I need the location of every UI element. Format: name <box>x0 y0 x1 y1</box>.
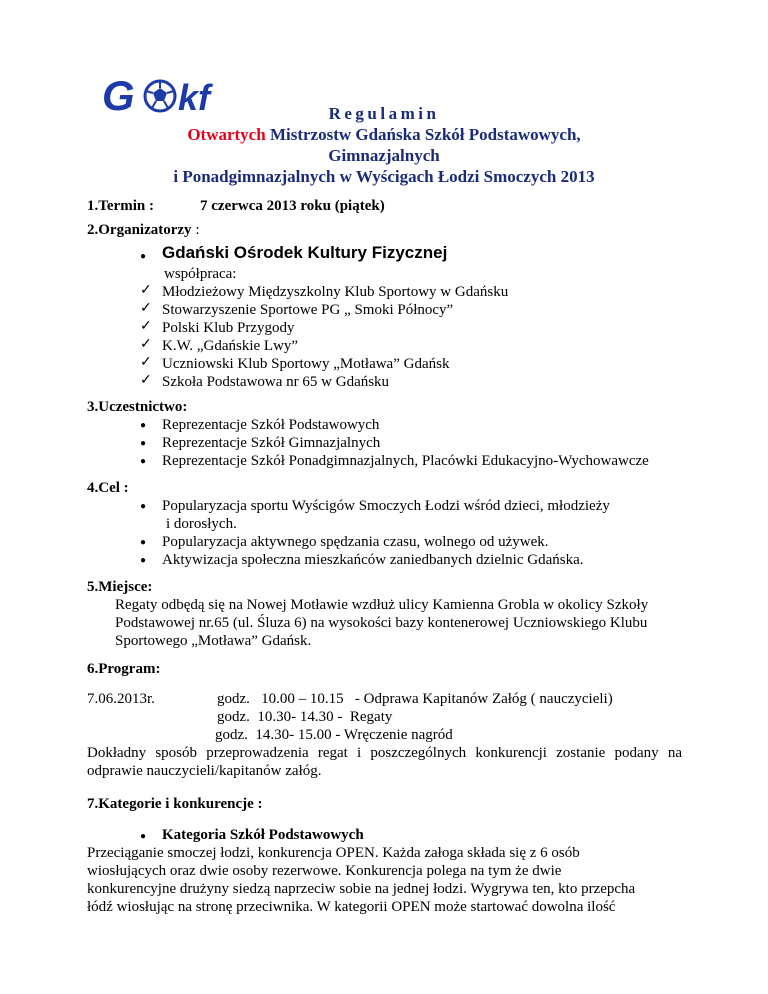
section-1-heading: 1.Termin : <box>87 198 154 214</box>
title-line-4: i Ponadgimnazjalnych w Wyścigach Łodzi Smoczych 2013 <box>173 167 595 186</box>
partner-item: Uczniowski Klub Sportowy „Motława” Gdańsk <box>162 356 450 372</box>
section-3-heading: 3.Uczestnictwo: <box>87 399 188 415</box>
section-2-heading-line <box>87 221 199 239</box>
section-2-colon: : <box>191 222 200 238</box>
program-note-line-1: Dokładny sposób przeprowadzenia regat i poszczególnych konkurencji zostanie podany na <box>87 745 682 761</box>
checkmark-icon: ✓ <box>140 373 152 388</box>
bullet-icon: ● <box>140 251 147 262</box>
participant-item: Reprezentacje Szkół Gimnazjalnych <box>162 435 381 451</box>
program-row-1: godz. 10.00 – 10.15 - Odprawa Kapitanów Załóg ( nauczycieli) <box>217 691 613 707</box>
category-text-line-3: konkurencyjne drużyny siedzą naprzeciw sobie na jednej łodzi. Wygrywa ten, kto przepcha <box>87 881 636 897</box>
program-row-3: godz. 14.30- 15.00 - Wręczenie nagród <box>215 727 453 743</box>
section-4-heading: 4.Cel : <box>87 480 129 496</box>
partner-item: Stowarzyszenie Sportowe PG „ Smoki Północy” <box>162 302 454 318</box>
category-text-line-2: wiosłujących oraz dwie osoby rezerwowe. Konkurencja polega na tym że dwie <box>87 863 562 879</box>
bullet-icon: ● <box>140 456 147 467</box>
title-line-3: Gimnazjalnych <box>328 146 440 165</box>
goal-item-1: Popularyzacja sportu Wyścigów Smoczych Łodzi wśród dzieci, młodzieży <box>162 498 610 514</box>
title-regulamin: Regulamin <box>328 104 440 123</box>
section-2-heading: 2.Organizatorzy <box>87 222 192 238</box>
location-line-2: Podstawowej nr.65 (ul. Śluza 6) na wysokości bazy kontenerowej Uczniowskiego Klubu <box>115 615 648 631</box>
title-line-2 <box>100 124 668 145</box>
bullet-icon: ● <box>140 501 147 512</box>
section-6-heading: 6.Program: <box>87 661 161 677</box>
partner-item: Młodzieżowy Międzyszkolny Klub Sportowy w Gdańsku <box>162 284 509 300</box>
main-organizer: Gdański Ośrodek Kultury Fizycznej <box>162 243 448 262</box>
checkmark-icon: ✓ <box>140 319 152 334</box>
participant-item: Reprezentacje Szkół Podstawowych <box>162 417 380 433</box>
section-1-date: 7 czerwca 2013 roku (piątek) <box>200 198 385 214</box>
title-red-word: Otwartych <box>187 125 266 144</box>
checkmark-icon: ✓ <box>140 283 152 298</box>
bullet-icon: ● <box>140 555 147 566</box>
section-7-heading: 7.Kategorie i konkurencje : <box>87 796 263 812</box>
bullet-icon: ● <box>140 438 147 449</box>
program-row-2: godz. 10.30- 14.30 - Regaty <box>217 709 393 725</box>
category-text-line-4: łódź wiosłując na stronę przeciwnika. W kategorii OPEN może startować dowolna ilość <box>87 899 616 915</box>
bullet-icon: ● <box>140 537 147 548</box>
location-line-1: Regaty odbędą się na Nowej Motławie wzdłuż ulicy Kamienna Grobla w okolicy Szkoły <box>115 597 649 613</box>
cooperation-label: współpraca: <box>164 266 237 282</box>
goal-item-2: Popularyzacja aktywnego spędzania czasu, wolnego od używek. <box>162 534 549 550</box>
checkmark-icon: ✓ <box>140 337 152 352</box>
partner-item: Polski Klub Przygody <box>162 320 295 336</box>
bullet-icon: ● <box>140 831 147 842</box>
logo-letter-g: G <box>102 72 135 119</box>
goal-item-1-continued: i dorosłych. <box>166 516 237 532</box>
checkmark-icon: ✓ <box>140 355 152 370</box>
program-note-line-2: odprawie nauczycieli/kapitanów załóg. <box>87 763 322 779</box>
participant-item: Reprezentacje Szkół Ponadgimnazjalnych, Placówki Edukacyjno-Wychowawcze <box>162 453 649 469</box>
category-heading: Kategoria Szkół Podstawowych <box>162 827 364 843</box>
location-line-3: Sportowego „Motława” Gdańsk. <box>115 633 312 649</box>
checkmark-icon: ✓ <box>140 301 152 316</box>
category-text-line-1: Przeciąganie smoczej łodzi, konkurencja OPEN. Każda załoga składa się z 6 osób <box>87 845 580 861</box>
partner-item: Szkoła Podstawowa nr 65 w Gdańsku <box>162 374 390 390</box>
goal-item-3: Aktywizacja społeczna mieszkańców zaniedbanych dzielnic Gdańska. <box>162 552 584 568</box>
bullet-icon: ● <box>140 420 147 431</box>
title-line-2-rest: Mistrzostw Gdańska Szkół Podstawowych, <box>265 125 581 144</box>
partner-item: K.W. „Gdańskie Lwy” <box>162 338 299 354</box>
logo-letters-kf: kf <box>178 77 211 118</box>
section-5-heading: 5.Miejsce: <box>87 579 153 595</box>
program-date: 7.06.2013r. <box>87 691 155 707</box>
